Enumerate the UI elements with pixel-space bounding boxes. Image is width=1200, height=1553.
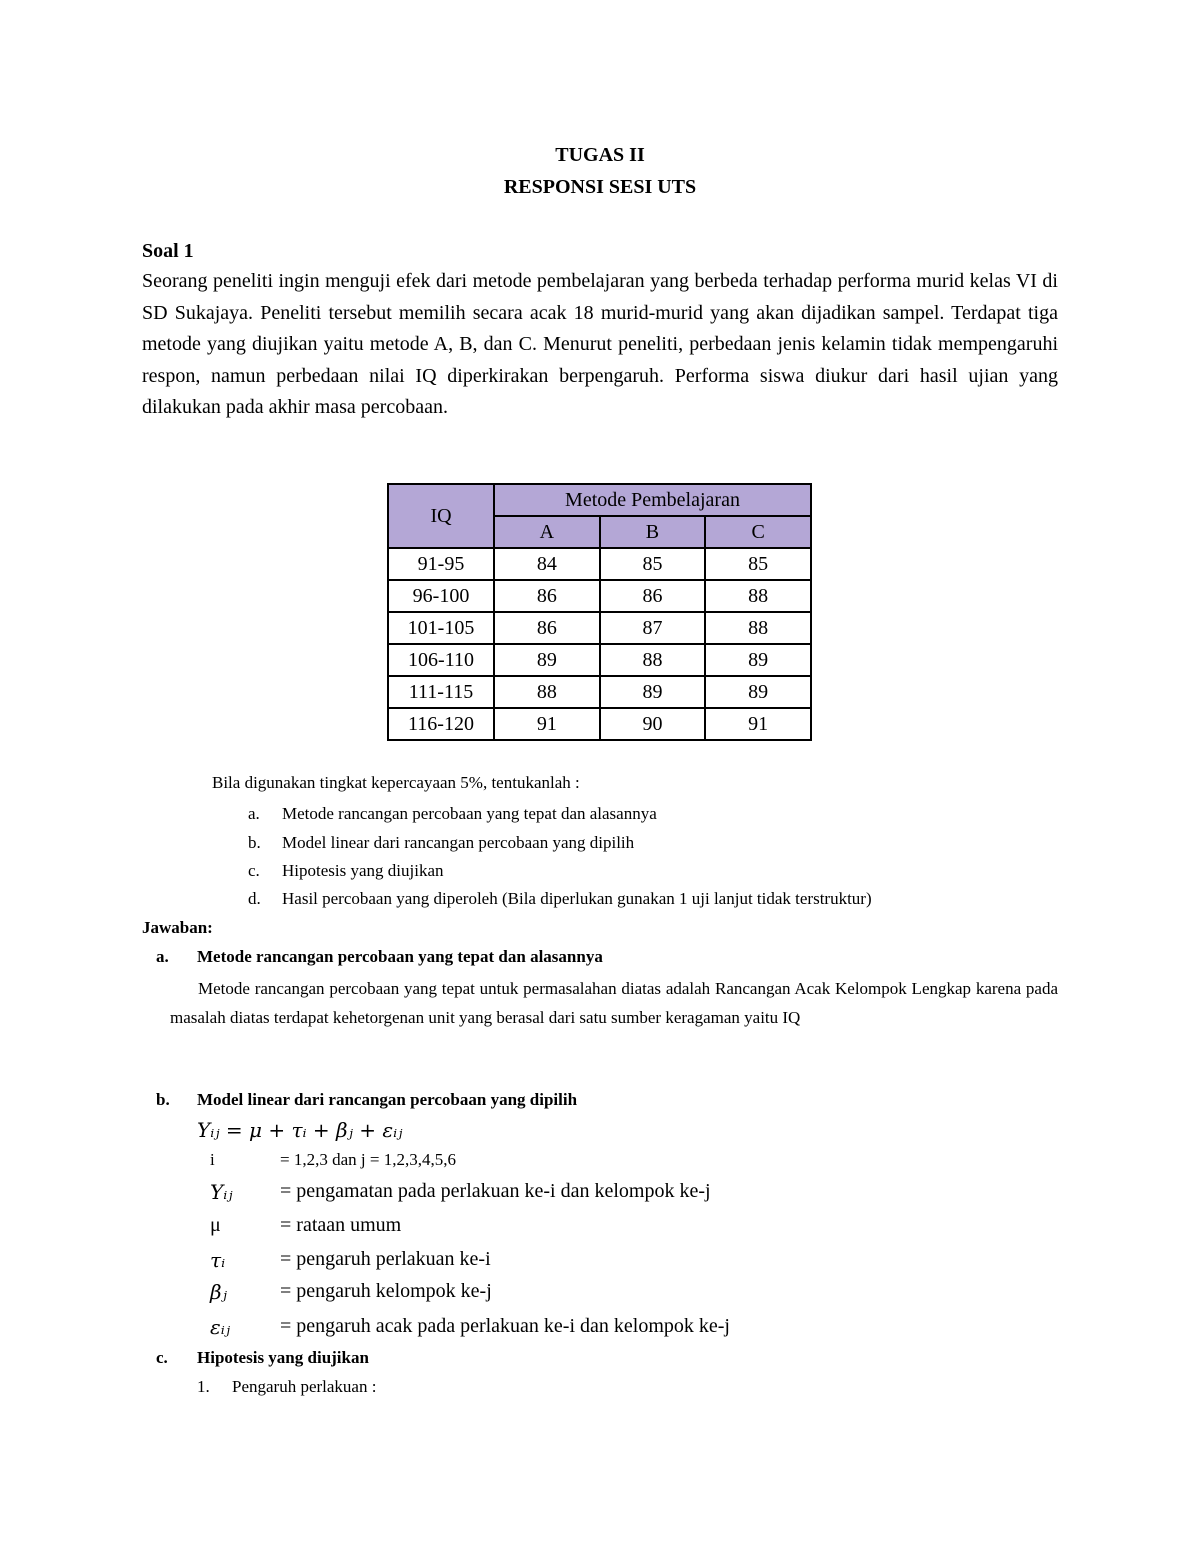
value-cell: 90 (600, 708, 706, 740)
question-label: b. (248, 833, 261, 852)
value-cell: 87 (600, 612, 706, 644)
answers-heading: Jawaban: (142, 918, 213, 937)
table-row (388, 580, 811, 612)
linear-model-equation: Yᵢⱼ = μ + τᵢ + βⱼ + εᵢⱼ (197, 1118, 403, 1142)
value-cell: 88 (705, 580, 811, 612)
def-symbol-tau: τᵢ (210, 1248, 226, 1272)
data-table (387, 483, 812, 741)
value-cell: 88 (600, 644, 706, 676)
instruction-text: Bila digunakan tingkat kepercayaan 5%, tentukanlah : (212, 773, 580, 792)
def-desc-tau: = pengaruh perlakuan ke-i (280, 1248, 491, 1270)
answer-b-title: Model linear dari rancangan percobaan yang dipilih (197, 1090, 578, 1109)
value-cell: 86 (494, 580, 600, 612)
value-cell: 85 (705, 548, 811, 580)
table-row (388, 708, 811, 740)
value-cell: 88 (705, 612, 811, 644)
iq-cell: 116-120 (388, 708, 494, 740)
table-row (388, 676, 811, 708)
iq-header: IQ (388, 484, 494, 548)
value-cell: 85 (600, 548, 706, 580)
value-cell: 89 (705, 676, 811, 708)
answer-a-title: Metode rancangan percobaan yang tepat dan alasannya (197, 947, 603, 966)
value-cell: 91 (705, 708, 811, 740)
answer-b-label: b. (156, 1090, 170, 1109)
def-desc-y: = pengamatan pada perlakuan ke-i dan kelompok ke-j (280, 1180, 711, 1202)
value-cell: 88 (494, 676, 600, 708)
method-c-header: C (705, 516, 811, 548)
soal-heading: Soal 1 (142, 240, 194, 262)
question-label: c. (248, 861, 260, 880)
answer-a-label: a. (156, 947, 169, 966)
value-cell: 86 (494, 612, 600, 644)
method-group-header: Metode Pembelajaran (494, 484, 811, 516)
question-label: d. (248, 889, 261, 908)
value-cell: 84 (494, 548, 600, 580)
answer-c-title: Hipotesis yang diujikan (197, 1348, 369, 1367)
value-cell: 89 (705, 644, 811, 676)
hypothesis-item-label: 1. (197, 1377, 210, 1396)
def-desc-mu: = rataan umum (280, 1214, 402, 1236)
value-cell: 89 (494, 644, 600, 676)
def-symbol-i: i (210, 1150, 215, 1169)
hypothesis-item-text: Pengaruh perlakuan : (232, 1377, 377, 1396)
question-text: Hasil percobaan yang diperoleh (Bila diperlukan gunakan 1 uji lanjut tidak terstruktur) (282, 889, 872, 908)
soal-paragraph: Seorang peneliti ingin menguji efek dari metode pembelajaran yang berbeda terhadap performa murid kelas VI di SD Sukajaya. Peneliti tersebut memilih secara acak 18 murid-murid yang akan dijadikan sampel. Terdapat tiga metode yang diujikan yaitu metode A, B, dan C. Menurut peneliti, perbedaan jenis kelamin tidak mempengaruhi respon, namun perbedaan nilai IQ diperkirakan berpengaruh. Performa siswa diukur dari hasil ujian yang dilakukan pada akhir masa percobaan. (142, 270, 1058, 418)
method-b-header: B (600, 516, 706, 548)
iq-cell: 96-100 (388, 580, 494, 612)
iq-cell: 101-105 (388, 612, 494, 644)
def-symbol-mu: μ (210, 1214, 221, 1236)
question-text: Model linear dari rancangan percobaan yang dipilih (282, 833, 635, 852)
question-text: Metode rancangan percobaan yang tepat dan alasannya (282, 804, 657, 823)
iq-cell: 111-115 (388, 676, 494, 708)
value-cell: 89 (600, 676, 706, 708)
question-label: a. (248, 804, 260, 823)
method-a-header: A (494, 516, 600, 548)
iq-cell: 106-110 (388, 644, 494, 676)
answer-a-text: Metode rancangan percobaan yang tepat untuk permasalahan diatas adalah Rancangan Acak Kelompok Lengkap karena pada masalah diatas terdapat kehetorgenan unit yang berasal dari satu sumber keragaman yaitu IQ (170, 979, 1058, 1027)
table-row (388, 644, 811, 676)
def-desc-i: = 1,2,3 dan j = 1,2,3,4,5,6 (280, 1150, 456, 1169)
def-desc-beta: = pengaruh kelompok ke-j (280, 1280, 492, 1302)
iq-cell: 91-95 (388, 548, 494, 580)
table-row (388, 548, 811, 580)
question-text: Hipotesis yang diujikan (282, 861, 444, 880)
table-header-row (388, 484, 811, 516)
value-cell: 91 (494, 708, 600, 740)
table-row (388, 612, 811, 644)
document-title: TUGAS II (555, 144, 645, 166)
answer-c-label: c. (156, 1348, 168, 1367)
def-desc-epsilon: = pengaruh acak pada perlakuan ke-i dan kelompok ke-j (280, 1315, 730, 1337)
value-cell: 86 (600, 580, 706, 612)
def-symbol-epsilon: εᵢⱼ (210, 1315, 231, 1339)
def-symbol-beta: βⱼ (210, 1280, 227, 1304)
def-symbol-y: Yᵢⱼ (210, 1180, 233, 1204)
document-subtitle: RESPONSI SESI UTS (503, 176, 697, 198)
